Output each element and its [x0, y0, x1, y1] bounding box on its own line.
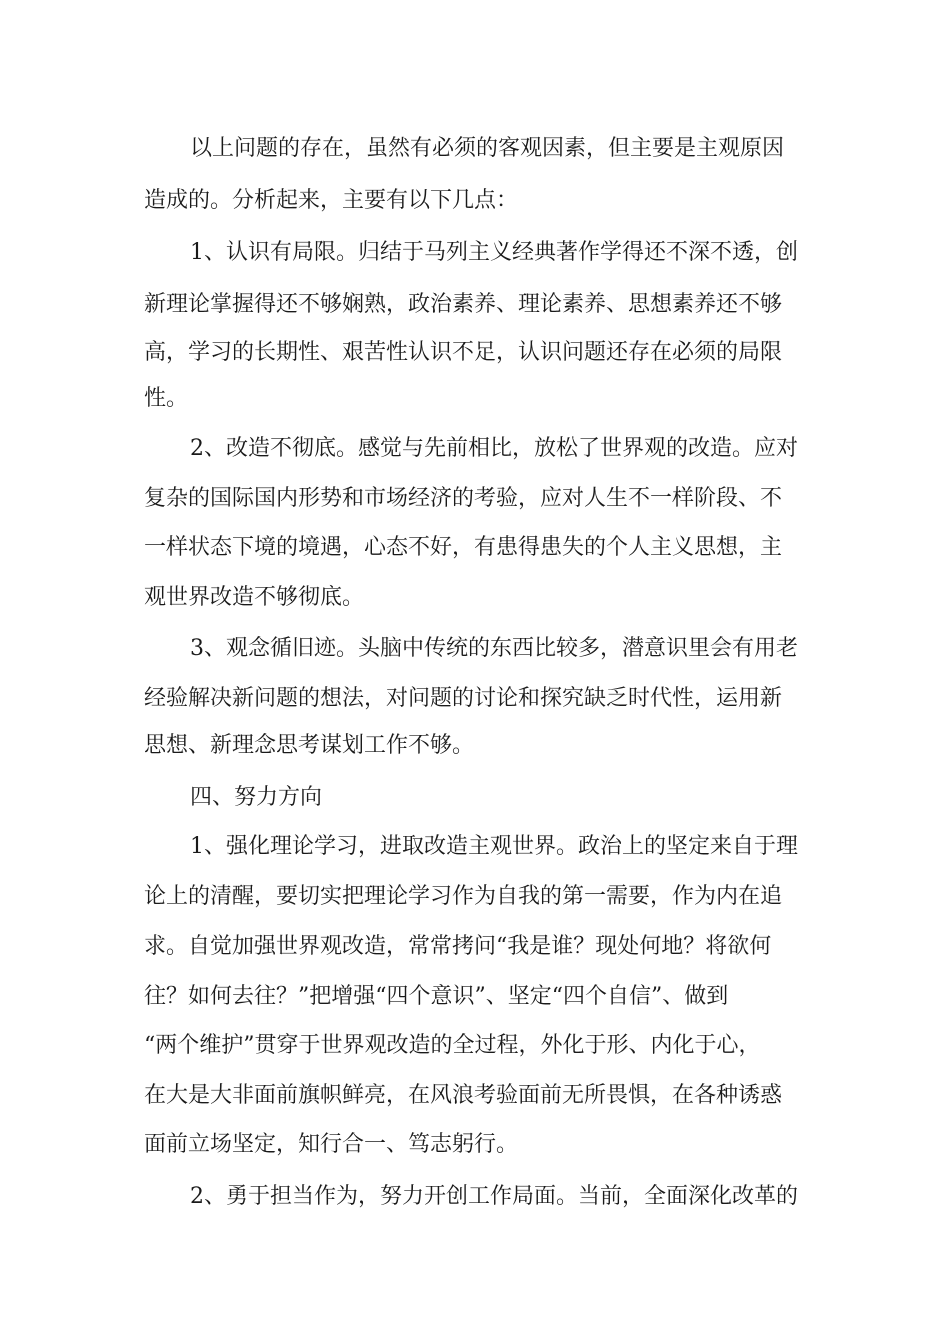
text-line: 1、强化理论学习，进取改造主观世界。政治上的坚定来自于理 [190, 834, 798, 859]
text-line: 2、勇于担当作为，努力开创工作局面。当前，全面深化改革的 [190, 1184, 798, 1209]
text-line: 2、改造不彻底。感觉与先前相比，放松了世界观的改造。应对 [190, 436, 798, 461]
text-line: 1、认识有局限。归结于马列主义经典著作学得还不深不透，创 [190, 240, 798, 265]
text-line: 思想、新理念思考谋划工作不够。 [144, 733, 475, 758]
text-line: 以上问题的存在，虽然有必须的客观因素，但主要是主观原因 [190, 136, 785, 161]
text-line: 观世界改造不够彻底。 [144, 585, 365, 610]
text-line: 性。 [144, 386, 189, 411]
text-line: 新理论掌握得还不够娴熟，政治素养、理论素养、思想素养还不够 [144, 292, 783, 317]
text-line: 一样状态下境的境遇，心态不好，有患得患失的个人主义思想，主 [144, 535, 783, 560]
text-line: 3、观念循旧迹。头脑中传统的东西比较多，潜意识里会有用老 [190, 636, 798, 661]
text-line: 在大是大非面前旗帜鲜亮，在风浪考验面前无所畏惧，在各种诱惑 [144, 1083, 783, 1108]
text-line: 面前立场坚定，知行合一、笃志躬行。 [144, 1132, 519, 1157]
text-line: 高，学习的长期性、艰苦性认识不足，认识问题还存在必须的局限 [144, 340, 783, 365]
text-line: 复杂的国际国内形势和市场经济的考验，应对人生不一样阶段、不 [144, 486, 783, 511]
section-heading: 四、努力方向 [190, 785, 323, 810]
text-line: 求。自觉加强世界观改造，常常拷问“我是谁？现处何地？将欲何 [144, 934, 772, 959]
text-line: 造成的。分析起来，主要有以下几点： [144, 188, 519, 213]
text-line: 论上的清醒，要切实把理论学习作为自我的第一需要，作为内在追 [144, 884, 783, 909]
text-line: “两个维护”贯穿于世界观改造的全过程，外化于形、内化于心， [144, 1033, 761, 1058]
text-line: 经验解决新问题的想法，对问题的讨论和探究缺乏时代性，运用新 [144, 686, 783, 711]
text-line: 往？如何去往？”把增强“四个意识”、坚定“四个自信”、做到 [144, 984, 729, 1009]
